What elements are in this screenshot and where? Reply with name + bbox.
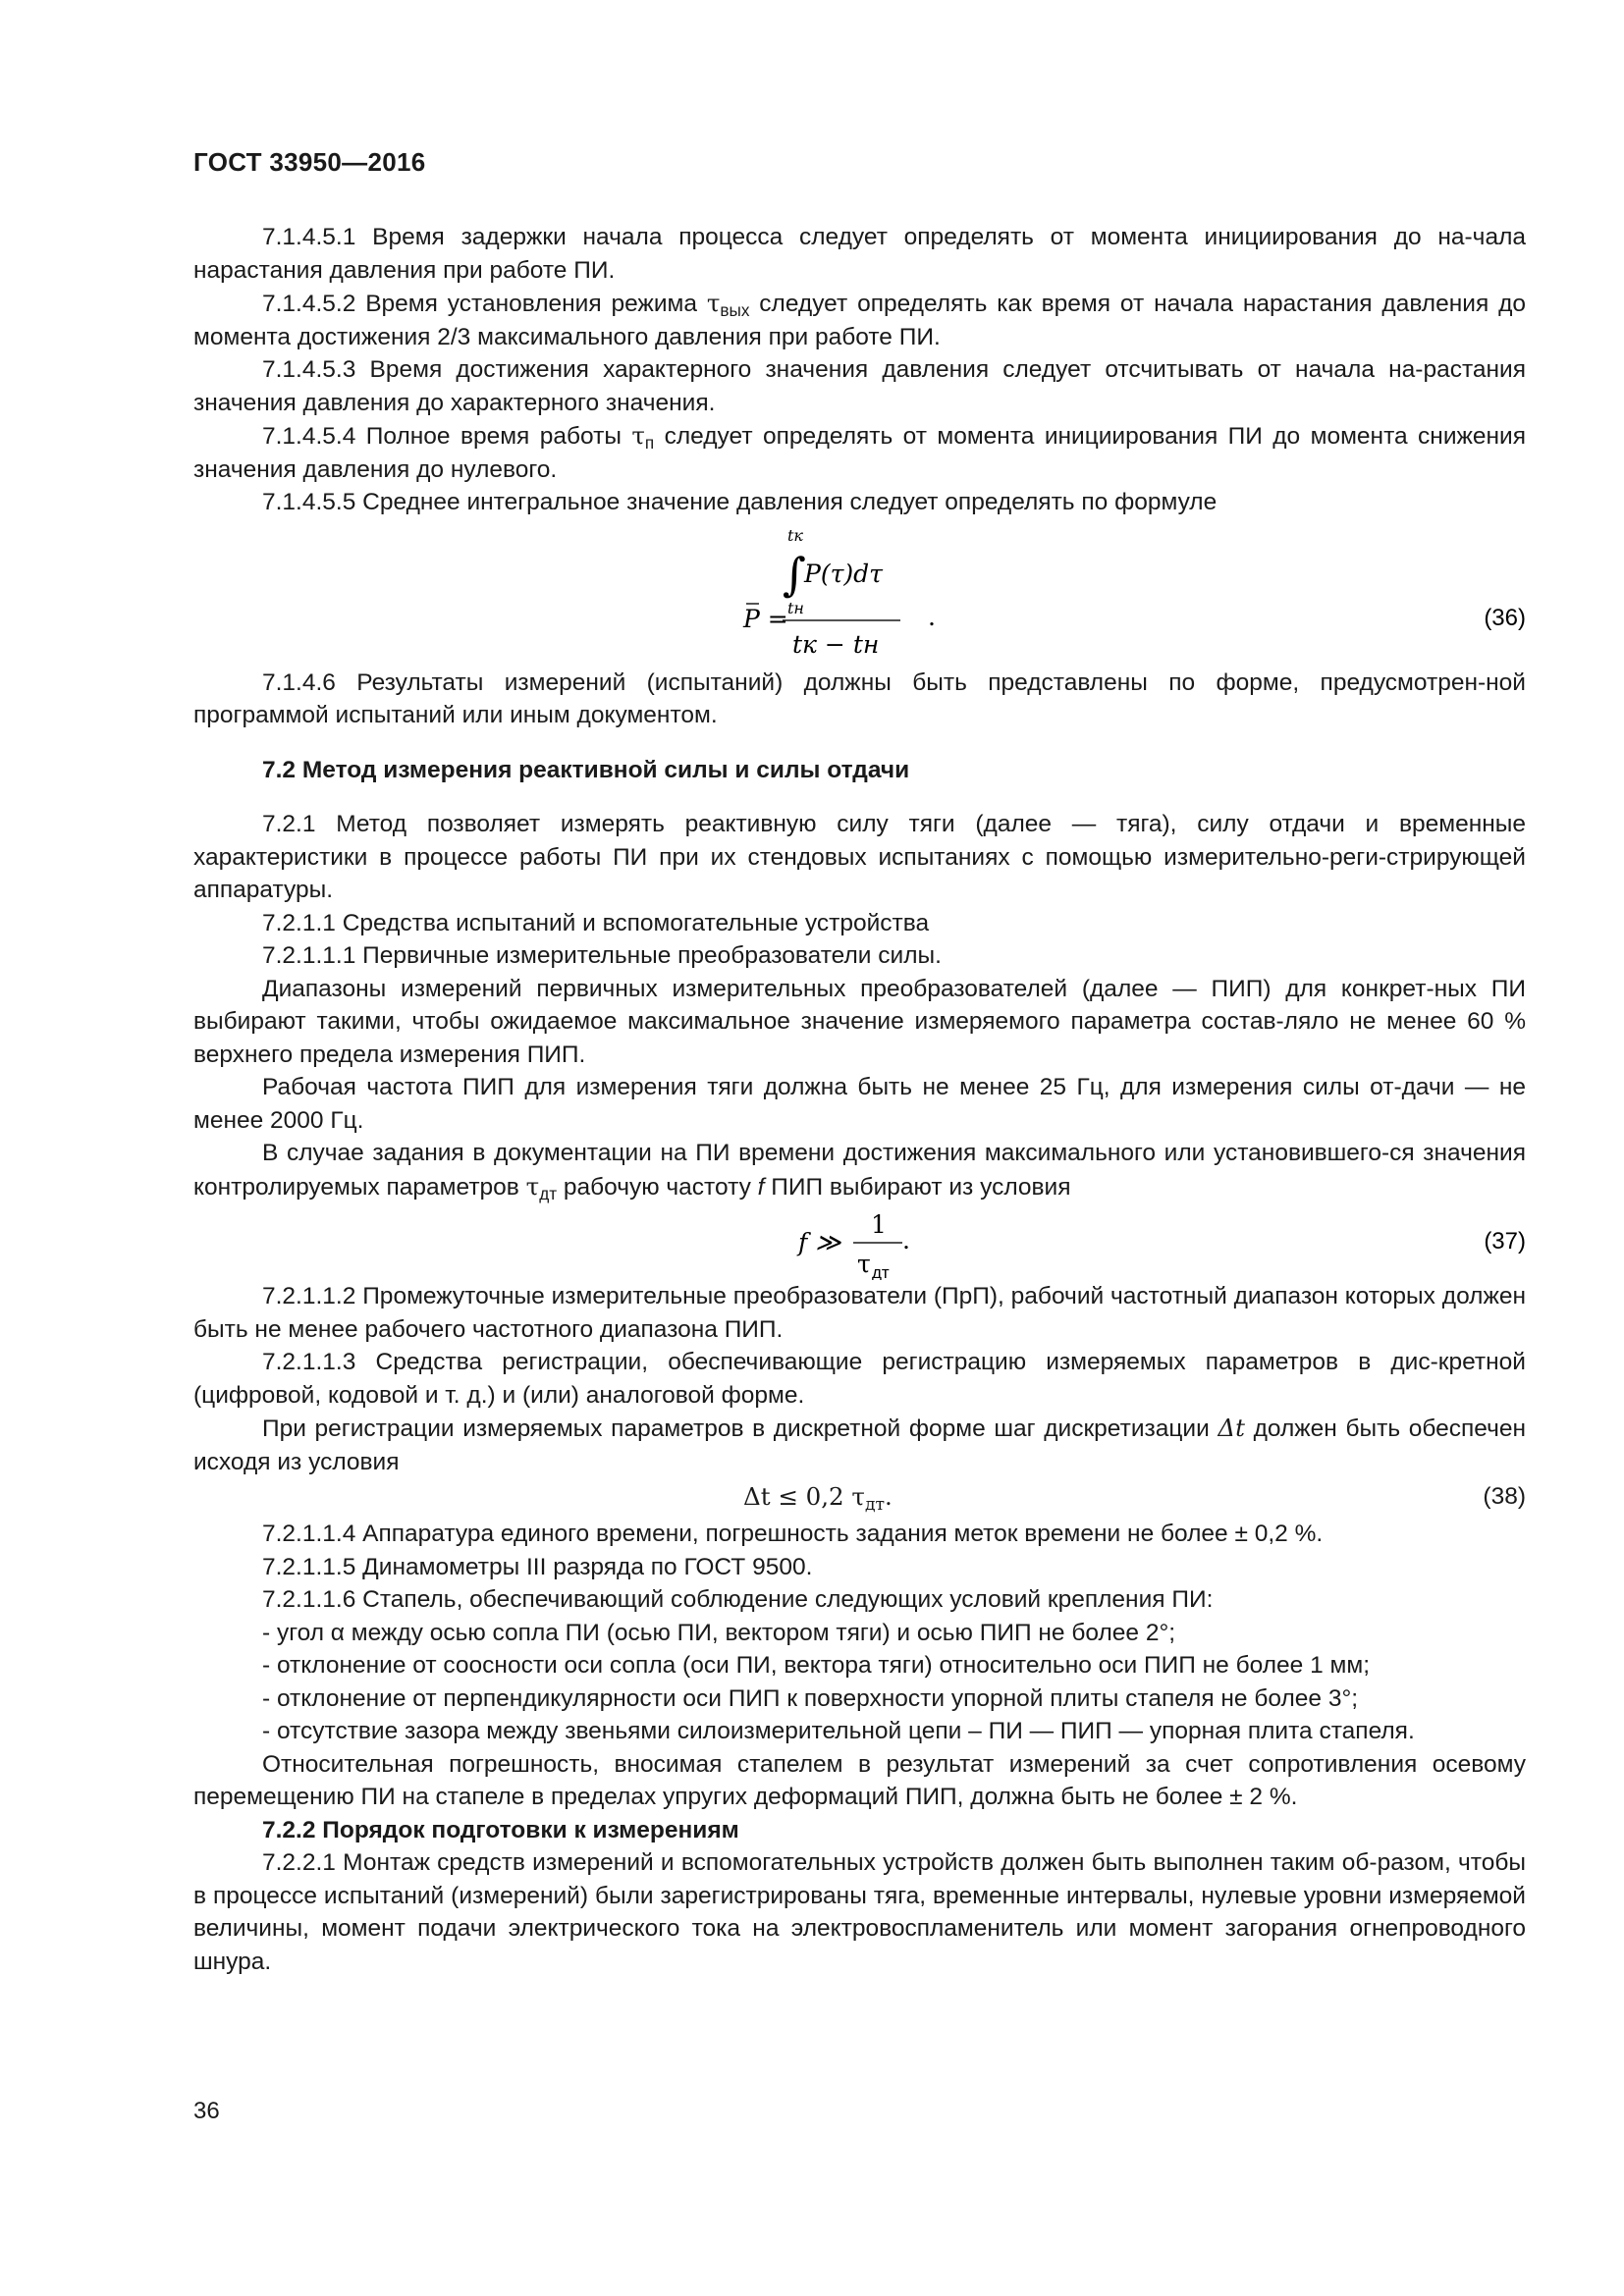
list-item: - отклонение от соосности оси сопла (оси ПИ, вектора тяги) относительно оси ПИП не более 1 мм; — [262, 1652, 1371, 1679]
section-heading-7-2-2: 7.2.2 Порядок подготовки к измерениям — [262, 1816, 739, 1843]
paragraph-7-2-1-1-2: 7.2.1.1.2 Промежуточные измерительные преобразователи (ПрП), рабочий частотный диапазон которых должен быть не менее рабочего частотного диапазона ПИП. — [193, 1283, 1526, 1343]
paragraph-7-2-1-1-1: 7.2.1.1.1 Первичные измерительные преобразователи силы. — [262, 942, 942, 969]
lhs-p-bar: P = — [743, 604, 788, 633]
formula-36-tail: . — [928, 602, 936, 631]
equation-number-36: (36) — [1484, 604, 1526, 631]
equation-number-38: (38) — [1483, 1483, 1526, 1510]
formula-36 — [193, 519, 1526, 667]
document-body — [193, 221, 1526, 1978]
document-header: ГОСТ 33950—2016 — [193, 147, 426, 177]
paragraph-7-2-1-1-6: 7.2.1.1.6 Стапель, обеспечивающий соблюдение следующих условий крепления ПИ: — [262, 1586, 1214, 1613]
paragraph-7-2-1-1-4: 7.2.1.1.4 Аппаратура единого времени, погрешность задания меток времени не более ± 0,2 %. — [262, 1521, 1324, 1547]
paragraph-case: В случае задания в документации на ПИ времени достижения максимального или установившего-ся значения контролируемых параметров $\tau_{дт}$ рабочую частоту f ПИП выбирают из условия — [193, 1140, 1526, 1203]
paragraph-7-2-1-1-5: 7.2.1.1.5 Динамометры III разряда по ГОСТ 9500. — [262, 1553, 813, 1580]
integrand: P(τ)dτ — [804, 559, 883, 588]
formula-37-lhs: f ≫ — [798, 1228, 841, 1256]
denominator: tк − tн — [792, 629, 880, 659]
list-item: - угол α между осью сопла ПИ (осью ПИ, вектором тяги) и осью ПИП не более 2°; — [262, 1619, 1176, 1646]
integral-sign: ∫ — [783, 547, 806, 601]
list-item: - отсутствие зазора между звеньями силоизмерительной цепи – ПИ — ПИП — упорная плита стапеля. — [262, 1718, 1415, 1744]
integral-upper-limit: tк — [787, 525, 803, 545]
paragraph-7-2-1: 7.2.1 Метод позволяет измерять реактивную силу тяги (далее — тяга), силу отдачи и временные характеристики в процессе работы ПИ при их стендовых испытаниях с помощью измерительно-реги-стрирующей аппаратуры. — [193, 811, 1526, 903]
integral-lower-limit: tн — [787, 598, 804, 617]
formula-37-graphic — [193, 1203, 1526, 1280]
paragraph-7-1-4-5-2: 7.1.4.5.2 Время установления режима $\tau_{вых}$ следует определять как время от начала нарастания давления до момента достижения 2/3 максимального давления при работе ПИ. — [193, 289, 1526, 350]
section-heading-7-2: 7.2 Метод измерения реактивной силы и силы отдачи — [262, 756, 910, 783]
formula-37 — [193, 1203, 1526, 1280]
paragraph-7-1-4-5-3: 7.1.4.5.3 Время достижения характерного значения давления следует отсчитывать от начала на-растания значения давления до характерного значения. — [193, 356, 1526, 416]
paragraph-7-1-4-6: 7.1.4.6 Результаты измерений (испытаний) должны быть представлены по форме, предусмотрен-ной программой испытаний или иным документом. — [193, 668, 1526, 728]
list-item: - отклонение от перпендикулярности оси ПИП к поверхности упорной плиты стапеля не более 3°; — [262, 1684, 1359, 1712]
paragraph-7-1-4-5-4: 7.1.4.5.4 Полное время работы $\tau_п$ следует определять от момента инициирования ПИ до момента снижения значения давления до нулевого. — [193, 421, 1527, 483]
formula-36-graphic — [193, 519, 1526, 667]
paragraph-7-1-4-5-1: 7.1.4.5.1 Время задержки начала процесса следует определять от момента инициирования до на-чала нарастания давления при работе ПИ. — [193, 224, 1526, 284]
formula-37-denominator-tau: τ — [857, 1250, 871, 1278]
paragraph-frequency: Рабочая частота ПИП для измерения тяги должна быть не менее 25 Гц, для измерения силы от-дачи — не менее 2000 Гц. — [193, 1074, 1526, 1134]
formula-38-expression: Δt ≤ 0,2 τ — [743, 1482, 865, 1511]
paragraph-7-1-4-5-5: 7.1.4.5.5 Среднее интегральное значение давления следует определять по формуле — [262, 489, 1218, 515]
paragraph-7-2-1-1: 7.2.1.1 Средства испытаний и вспомогательные устройства — [262, 909, 930, 936]
paragraph-ranges: Диапазоны измерений первичных измерительных преобразователей (далее — ПИП) для конкрет-ных ПИ выбирают такими, чтобы ожидаемое максимальное значение измеряемого параметра состав-ляло не менее 60 % верхнего предела измерения ПИП. — [193, 975, 1526, 1068]
formula-38-sub: дт — [864, 1495, 885, 1515]
paragraph-relative-error: Относительная погрешность, вносимая стапелем в результат измерений за счет сопротивления осевому перемещению ПИ на стапеле в пределах упругих деформаций ПИП, должна быть не более ± 2 %. — [193, 1750, 1526, 1810]
formula-38-tail: . — [885, 1482, 893, 1511]
paragraph-registration: При регистрации измеряемых параметров в дискретной форме шаг дискретизации Δt должен быть обеспечен исходя из условия — [193, 1414, 1526, 1475]
paragraph-7-2-1-1-3: 7.2.1.1.3 Средства регистрации, обеспечивающие регистрацию измеряемых параметров в дис-кретной (цифровой, кодовой и т. д.) и (или) аналоговой форме. — [193, 1349, 1526, 1409]
page-number: 36 — [193, 2098, 220, 2124]
formula-37-tail: . — [902, 1226, 910, 1255]
formula-38 — [193, 1478, 1526, 1518]
formula-37-denominator-sub: дт — [872, 1263, 890, 1280]
paragraph-7-2-2-1: 7.2.2.1 Монтаж средств измерений и вспомогательных устройств должен быть выполнен таким об-разом, чтобы в процессе испытаний (измерений) были зарегистрированы тяга, временные интервалы, нулевые уровни измеряемой величины, момент подачи электрического тока на электровоспламенитель или момент загорания огнепроводного шнура. — [193, 1849, 1526, 1975]
formula-37-numerator: 1 — [871, 1210, 887, 1239]
equation-number-37: (37) — [1484, 1228, 1526, 1255]
